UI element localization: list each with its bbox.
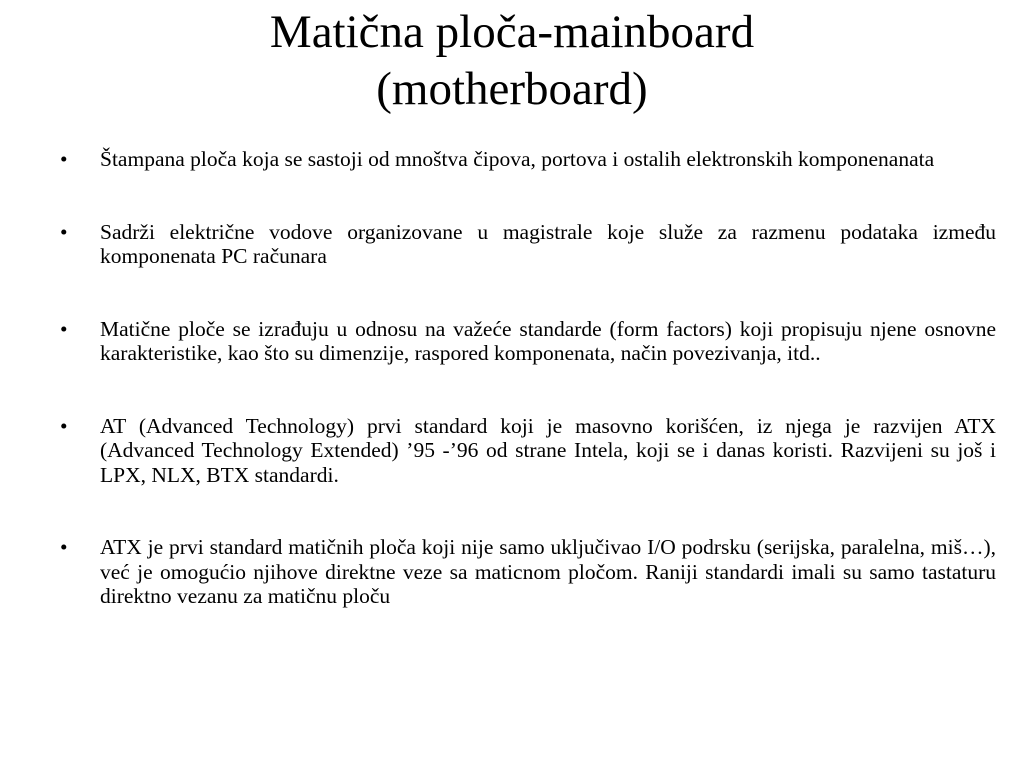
bullet-text: Matične ploče se izrađuju u odnosu na važeće standarde (form factors) koji propisuju njene osnovne karakteristike, kao što su dimenzije, raspored komponenata, način povezivanja, itd.. [100,316,996,365]
bullet-icon: • [60,219,68,244]
bullet-icon: • [60,535,68,559]
bullet-text: ATX je prvi standard matičnih ploča koji nije samo uključivao I/O podrsku (serijska, paralelna, miš…), već je omogućio njihove direktne veze sa maticnom pločom. Raniji standardi imali su samo tastaturu direktno vezanu za matičnu ploču [100,535,996,608]
bullet-text: Sadrži električne vodove organizovane u magistrale koje služe za razmenu podataka između komponenata PC računara [100,219,996,268]
bullet-item-3 [56,317,996,366]
bullet-icon: • [60,316,68,341]
bullet-item-5 [56,535,996,609]
slide-title [0,4,1024,118]
bullet-list [56,147,996,657]
bullet-icon: • [60,147,68,171]
slide-title-line-1: Matična ploča-mainboard [269,6,755,58]
slide-title-line-2: (motherboard) [376,63,648,115]
bullet-text: Štampana ploča koja se sastoji od mnoštva čipova, portova i ostalih elektronskih komponenanata [100,147,935,171]
bullet-item-2 [56,220,996,269]
bullet-item-4 [56,414,996,488]
bullet-text: AT (Advanced Technology) prvi standard koji je masovno korišćen, iz njega je razvijen ATX (Advanced Technology Extended) ’95 -’96 od strane Intela, koji se i danas koristi. Razvijeni su još i LPX, NLX, BTX standardi. [100,413,996,487]
bullet-item-1 [56,147,996,172]
bullet-icon: • [60,413,68,438]
